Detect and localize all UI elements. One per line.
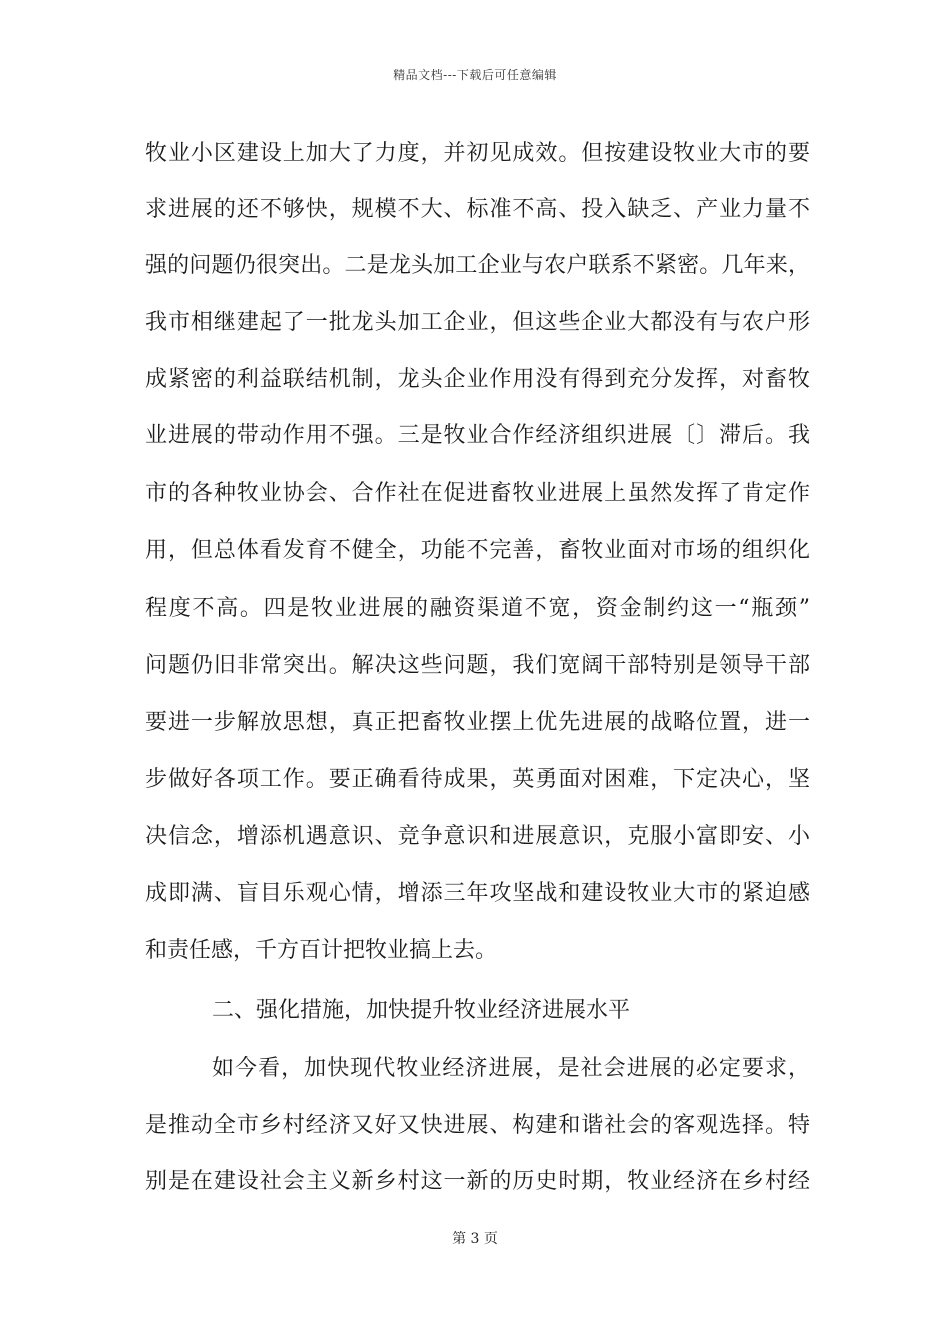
text-line: 是推动全市乡村经济又好又快进展、构建和谐社会的客观选择。特 bbox=[145, 1113, 810, 1138]
page-header: 精品文档---下载后可任意编辑 bbox=[393, 68, 557, 82]
section-heading: 二、强化措施，加快提升牧业经济进展水平 bbox=[212, 998, 631, 1023]
text-line: 业进展的带动作用不强。三是牧业合作经济组织进展〔〕滞后。我 bbox=[145, 423, 810, 448]
text-line: 我市相继建起了一批龙头加工企业，但这些企业大都没有与农户形 bbox=[145, 310, 810, 335]
text-line: 决信念，增添机遇意识、竞争意识和进展意识，克服小富即安、小 bbox=[145, 824, 810, 849]
text-line: 成紧密的利益联结机制，龙头企业作用没有得到充分发挥，对畜牧 bbox=[145, 367, 810, 392]
text-line: 问题仍旧非常突出。解决这些问题，我们宽阔干部特别是领导干部 bbox=[145, 653, 810, 678]
text-line: 要进一步解放思想，真正把畜牧业摆上优先进展的战略位置，进一 bbox=[145, 710, 810, 735]
text-line: 求进展的还不够快，规模不大、标准不高、投入缺乏、产业力量不 bbox=[145, 197, 810, 222]
text-line: 步做好各项工作。要正确看待成果，英勇面对困难，下定决心，坚 bbox=[145, 767, 810, 792]
text-line: 别是在建设社会主义新乡村这一新的历史时期，牧业经济在乡村经 bbox=[145, 1169, 810, 1194]
text-line: 和责任感，千方百计把牧业搞上去。 bbox=[145, 938, 498, 963]
text-line: 市的各种牧业协会、合作社在促进畜牧业进展上虽然发挥了肯定作 bbox=[145, 481, 810, 506]
text-line: 成即满、盲目乐观心情，增添三年攻坚战和建设牧业大市的紧迫感 bbox=[145, 881, 810, 906]
text-line: 用，但总体看发育不健全，功能不完善，畜牧业面对市场的组织化 bbox=[145, 538, 810, 563]
text-line: 程度不高。四是牧业进展的融资渠道不宽，资金制约这一“瓶颈” bbox=[145, 596, 810, 621]
text-line: 如今看，加快现代牧业经济进展，是社会进展的必定要求， bbox=[212, 1056, 810, 1081]
text-line: 牧业小区建设上加大了力度，并初见成效。但按建设牧业大市的要 bbox=[145, 141, 810, 166]
page-number: 第 3 页 bbox=[452, 1231, 498, 1247]
text-line: 强的问题仍很突出。二是龙头加工企业与农户联系不紧密。几年来， bbox=[145, 253, 810, 278]
